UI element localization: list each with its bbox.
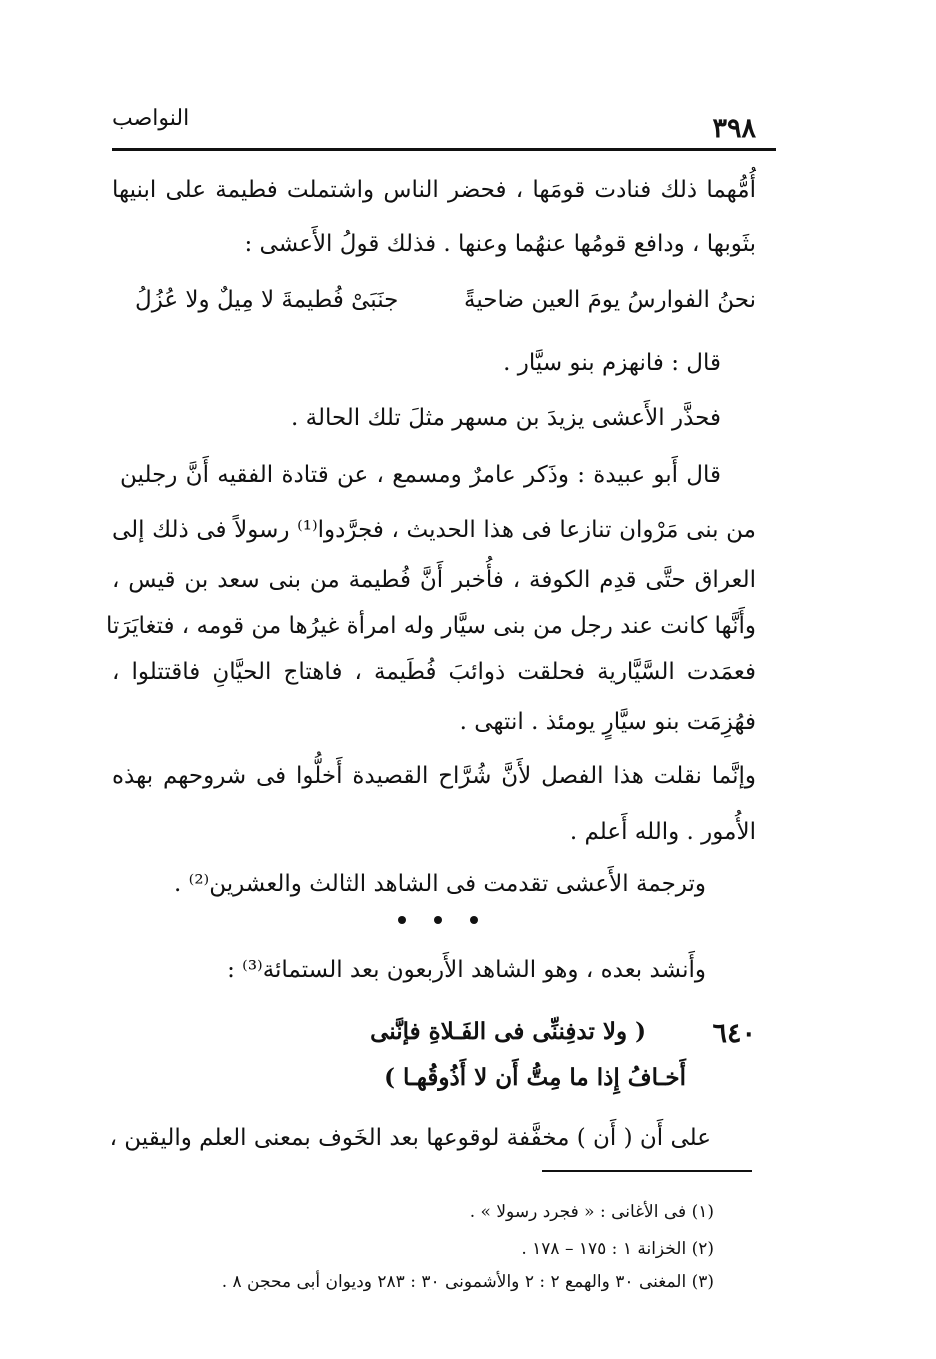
shahid-number: ٦٤٠ bbox=[712, 1018, 756, 1049]
body-line: العراق حتَّى قدِم الكوفة ، فأُخبر أَنَّ فُطيمة من بنى سعد بن قيس ، bbox=[112, 567, 756, 593]
body-line: فهُزِمَت بنو سيَّارٍ يومئذ . انتهى . bbox=[459, 709, 756, 735]
footnote: (٢) الخزانة ١ : ١٧٥ – ١٧٨ . bbox=[521, 1239, 714, 1259]
body-line: وأَنَّها كانت عند رجل من بنى سيَّار وله امرأة غيرُها من قومه ، فتغايَرَتا bbox=[105, 613, 756, 639]
body-line: وأَنشد بعده ، وهو الشاهد الأَربعون بعد الستمائة⁽³⁾ : bbox=[227, 957, 706, 983]
footnote: (١) فى الأغانى : « فجرد رسولا » . bbox=[469, 1202, 714, 1222]
footnote-rule bbox=[542, 1170, 752, 1172]
poem-hemistich-left: جنَبَىْ فُطيمةَ لا مِيلٌ ولا عُزُلُ bbox=[135, 287, 399, 313]
page-number: ٣٩٨ bbox=[712, 113, 756, 144]
running-title: النواصب bbox=[112, 106, 190, 131]
section-separator bbox=[398, 912, 478, 928]
body-line: فحذَّر الأَعشى يزيدَ بن مسهر مثلَ تلك الحالة . bbox=[290, 405, 721, 431]
body-line: الأُمور . والله أَعلم . bbox=[569, 819, 756, 845]
body-line: قال : فانهزم بنو سيَّار . bbox=[503, 350, 721, 376]
body-line: من بنى مَرْوان تنازعا فى هذا الحديث ، فجرَّدوا⁽¹⁾ رسولاً فى ذلك إلى bbox=[112, 517, 757, 543]
footnote: (٣) المغنى ٣٠ والهمع ٢ : ٢ والأشمونى ٣٠ : ٢٨٣ وديوان أبى محجن ٨ . bbox=[221, 1272, 714, 1292]
header-rule bbox=[112, 148, 776, 151]
shahid-line-1: ( ولا تدفِننِّى فى الفَـلاةِ فإنَّنى bbox=[370, 1018, 646, 1045]
poem-hemistich-right: نحنُ الفوارسُ يومَ العين ضاحيةً bbox=[464, 287, 756, 313]
body-line: وإنَّما نقلت هذا الفصل لأَنَّ شُرَّاح القصيدة أَخلُّوا فى شروحهم بهذه bbox=[112, 763, 756, 789]
body-line: قال أَبو عبيدة : وذَكر عامرٌ ومسمع ، عن قتادة الفقيه أَنَّ رجلين bbox=[120, 462, 721, 488]
body-line: وترجمة الأَعشى تقدمت فى الشاهد الثالث والعشرين⁽²⁾ . bbox=[174, 871, 706, 897]
body-line: فعمَدت السَّيَّارية فحلقت ذوائبَ فُطَيمة ، فاهتاج الحيَّانِ فاقتتلوا ، bbox=[112, 659, 756, 685]
body-line: بثَوبها ، ودافع قومُها عنهُما وعنها . فذلك قولُ الأَعشى : bbox=[244, 231, 756, 257]
body-line: على أَن ( أَن ) مخفَّفة لوقوعها بعد الخَوف بمعنى العلم واليقين ، bbox=[109, 1125, 711, 1151]
body-line: أُمُّهما ذلك فنادت قومَها ، فحضر الناس واشتملت فطيمة على ابنيها bbox=[112, 177, 756, 203]
shahid-line-2: أَخـافُ إِذا ما مِتُّ أَن لا أَذُوقُهـا ) bbox=[384, 1064, 686, 1091]
